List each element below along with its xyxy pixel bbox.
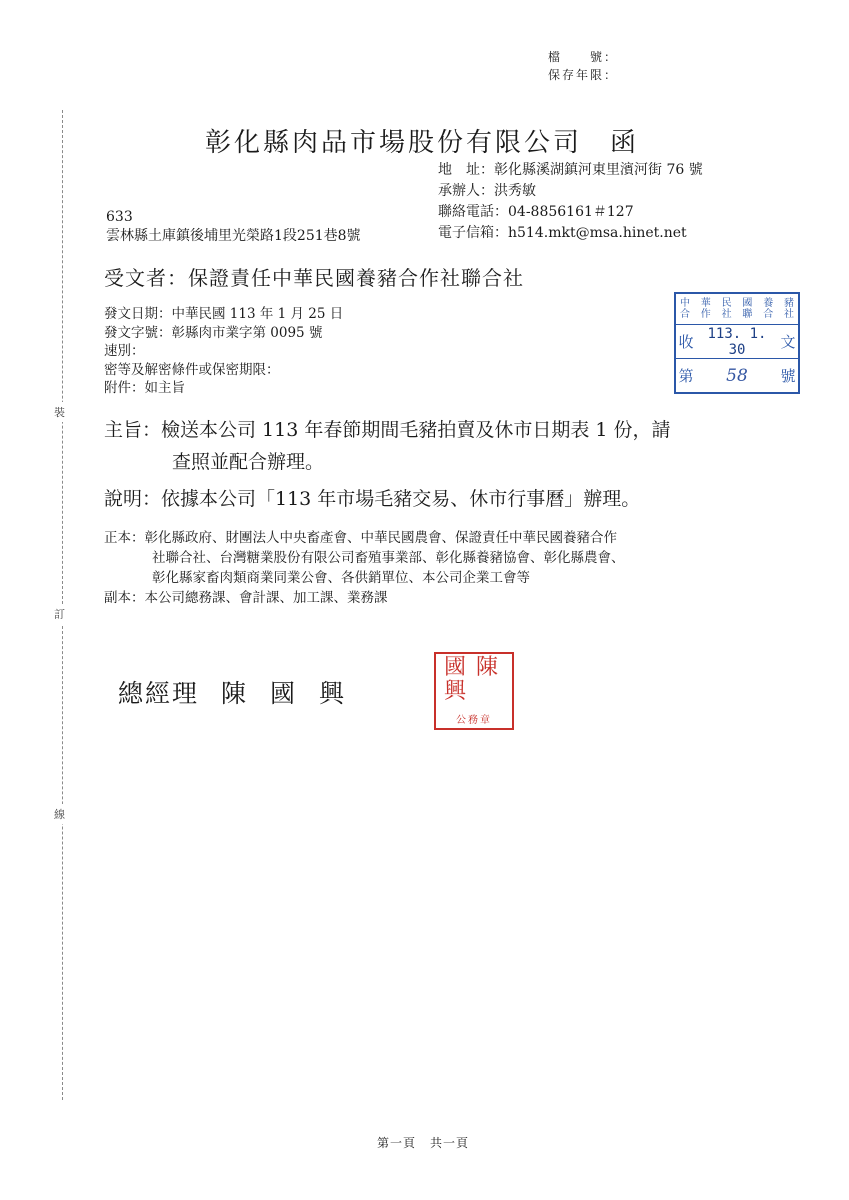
explanation: 說明：依據本公司「113 年市場毛豬交易、休市行事曆」辦理。: [104, 488, 641, 510]
signature: [118, 674, 368, 710]
binding-char-xian: 線: [54, 804, 65, 824]
binding-char-ding: 訂: [54, 604, 65, 624]
main-recipients-line2: 社聯合社、台灣糖業股份有限公司畜殖事業部、彰化縣養豬協會、彰化縣農會、: [152, 550, 625, 566]
number-prefix: 第: [678, 367, 694, 385]
sender-address: 地 址：彰化縣溪湖鎮河東里濱河街 76 號: [438, 162, 703, 178]
received-stamp-org-line2: 合作社聯合社: [680, 309, 794, 320]
received-date: 113. 1. 30: [707, 325, 767, 358]
confidentiality: 密等及解密條件或保密期限：: [104, 361, 280, 378]
received-number: 58: [726, 365, 748, 386]
main-recipients-line3: 彰化縣家畜肉類商業同業公會、各供銷單位、本公司企業工會等: [152, 570, 530, 586]
received-stamp-org-line1: 中華民國養豬: [680, 298, 794, 309]
official-seal: [434, 652, 514, 730]
number-suffix: 號: [780, 367, 796, 385]
subject-line1: 主旨：檢送本公司 113 年春節期間毛豬拍賣及休市日期表 1 份，請: [104, 419, 671, 441]
speed-class: 速別：: [104, 343, 145, 359]
sender-info: [438, 160, 703, 244]
copy-recipients: 副本：本公司總務課、會計課、加工課、業務課: [104, 590, 388, 606]
received-stamp-number-row: [676, 359, 798, 392]
receiver-address: 雲林縣土庫鎮後埔里光榮路1段251巷8號: [106, 228, 361, 244]
file-number-label: 檔 號：: [548, 50, 619, 64]
seal-char-guo: 國: [444, 655, 467, 680]
main-recipients-line1: 正本：彰化縣政府、財團法人中央畜產會、中華民國農會、保證責任中華民國養豬合作: [104, 530, 617, 546]
retention-period-label: 保存年限：: [548, 68, 619, 82]
seal-bottom-text: 公務章: [456, 715, 492, 726]
document-type: 函: [610, 128, 640, 158]
document-title: [205, 122, 639, 159]
page-footer: [377, 1134, 469, 1151]
signature-name: 陳國興: [221, 679, 369, 708]
distribution: [104, 528, 625, 608]
subject-line2: 查照並配合辦理。: [172, 451, 325, 473]
signature-title: 總經理: [118, 679, 200, 708]
sender-contact-person: 承辦人：洪秀敏: [438, 183, 536, 199]
archive-info: [548, 48, 618, 84]
document-label: 文: [780, 333, 796, 351]
document-meta: [104, 305, 343, 398]
subject: [104, 414, 671, 478]
sender-phone: 聯絡電話：04-8856161＃127: [438, 204, 634, 220]
received-stamp: [674, 292, 800, 394]
binding-char-zhuang: 裝: [54, 402, 65, 422]
seal-char-chen: 陳: [476, 655, 499, 680]
page-total: 共一頁: [430, 1136, 470, 1150]
issue-date: 發文日期：中華民國 113 年 1 月 25 日: [104, 306, 344, 322]
received-stamp-date-row: [676, 325, 798, 359]
received-label: 收: [678, 333, 694, 351]
page-number: 第一頁: [377, 1136, 417, 1150]
receiver-zip: 633: [106, 209, 133, 225]
seal-char-xing: 興: [444, 679, 467, 704]
company-name: 彰化縣肉品市場股份有限公司: [205, 128, 583, 158]
received-stamp-org: [676, 294, 798, 325]
attachment: 附件：如主旨: [104, 380, 185, 396]
document-number: 發文字號：彰縣肉市業字第 0095 號: [104, 324, 323, 341]
receiver-address-block: [106, 208, 361, 246]
recipient: 受文者：保證責任中華民國養豬合作社聯合社: [104, 266, 524, 290]
sender-email: 電子信箱：h514.mkt@msa.hinet.net: [438, 225, 687, 241]
